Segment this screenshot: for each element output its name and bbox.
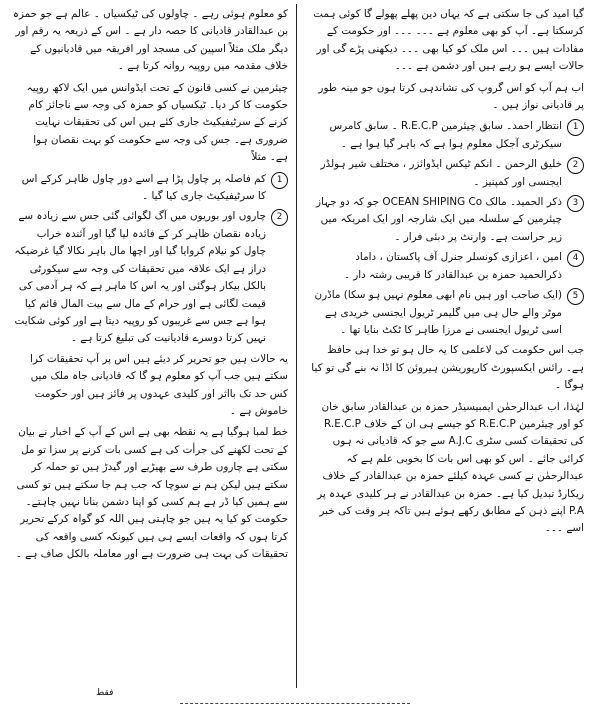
right-paragraph-2: اب ہم آپ کو اس گروپ کی نشاندہی کرتا ہوں جو مینہ طور پر قادیانی نواز ہیں ۔ [318, 81, 584, 112]
right-paragraph-4: لہٰذا، اب عبدالرحمٰن ایمبیسیڈر حمزہ بن عبدالقادر سابق خان کو اور چیئرمین R.E.C.P کو جیسے ہی ان کے خلاف R.E.C.P کی تحقیقات کسی سٹری A.J.C سے جو کہ قادیانی نہ ہوں کرائی جائے ۔ اس کو بھی اس بات کا بخوبی علم ہے کہ عبدالرحمٰن نے کسی عہدہ کیلئے حمزہ بن عبدالقادر کے خلاف ریکارڈ تبدیل کیا ہے۔ حمزہ بن عبدالقادر نے ہر کلیدی عہدہ پر P.A اپنے ذہن کے مطابق رکھے ہوئے ہیں تاکہ ہر وقت کی خبر اسے ۔۔۔ [317, 400, 584, 535]
right-column [310, 6, 584, 692]
item-text: خلیق الرحمن ۔ انکم ٹیکس ایڈوائزر ، مختلف شیر ہولڈر ایجنسی اور کمپنیز ۔ [320, 158, 562, 188]
left-paragraph-3: یہ حالات ہیں جو تحریر کر دیئے ہیں اس پر آپ تحقیقات کرا سکتے ہیں جب آپ کو معلوم ہو گا کہ قادیانی جاہ ملک میں کس حد تک بااثر اور کلیدی عہدوں پر فائز ہیں اور حکومت خاموش ہے ۔ [30, 352, 288, 417]
item-number: 2 [271, 209, 288, 226]
left-column [12, 6, 288, 692]
item-text: امین ، اعزازی کونسلر جنرل آف پاکستان ، داماد ذکرالحمید حمزہ بن عبدالقادر کا قریبی رشتہ دار ۔ [343, 251, 562, 281]
left-list-item-1 [12, 171, 288, 206]
item-number: 2 [567, 157, 584, 174]
left-paragraph-1: کو معلوم ہوئی رہے ۔ چاولوں کی ٹیکسیاں ۔ عالم ہے جو حمزہ بن عبدالقادر قادیانی کا حصہ دار ہے ۔ اس کے ذریعہ یہ رقم اور دیگر ملک مثلاً اسپین کی مسجد اور افریقہ میں قادیانیوں کے خلاف مقدمہ میں روپیہ روانہ کرتا ہے ۔ [12, 8, 288, 73]
left-paragraph-4: خط لمبا ہوگیا ہے یہ نقطہ بھی ہے اس کے آپ کے اخبار نے بیان کے تحت لکھنے کی جرأت کی ہے کسی بات کرنے پر سزا تو مل سکتی ہے چاروں طرف سے بھیڑیے اور گیدڑ ہیں تو حملہ کر سکتے ہیں لیکن ہم نے سوچا کہ جب ہم جا سکتے ہیں تو کسی سے ہمیں کیا ڈر ہے ہم کسی کو اپنا دشمن بنانا نہیں چاہتے۔ حکومت کو کیا یہ ہیں جو چاہتی ہیں اللہ کو گواہ کرکے تحریر کرتا ہوں کہ واقعات ایسے ہی ہیں کیونکہ کسی واقعہ کی تحقیقات کی بہت ہی ضرورت ہے اور معاملہ بالکل صاف ہے ۔ [15, 426, 288, 561]
right-list-item-1 [310, 118, 584, 153]
item-text: کم فاصلہ پر چاول پڑا ہے اسے دور چاول ظاہر کرکے اس کا سرٹیفیکیٹ جاری کیا گیا ۔ [21, 172, 266, 203]
item-number: 1 [567, 119, 584, 136]
right-list-item-4 [310, 249, 584, 284]
bottom-rule [180, 703, 410, 704]
column-divider [296, 4, 297, 688]
closing-mark: فقط [96, 688, 114, 698]
item-text: (ایک صاحب اور ہیں نام ابھی معلوم نہیں ہو سکا) ماڈرن موٹر والے حال ہی میں گلیمر ٹریول ایجنسی خریدی ہے اسی ٹریول ایجنسی نے مرزا طاہر کا ٹکٹ بنایا تھا ۔ [314, 289, 562, 336]
item-number: 3 [567, 195, 584, 212]
item-text: چاروں اور بوریوں میں آگ لگوائی گئی جس سے زیادہ سے زیادہ نقصان ظاہر کر کے فائدہ لیا گیا اور آئندہ خراب چاول کو نیلام کروایا گیا اور اچھا مال باہر نکالا گیا غرضیکہ دراز ہے ایک علاقہ میں تحقیقات کی وجہ سے سیکورٹی بالکل بیکار ہوگئی اور یہ اس کا ماہر ہے کہ ہر آدمی کی قیمت لگائی ہے اور حرام کے مال سے بیت المال قائم کیا ہوا ہے جس سے غریبوں کو روپیہ دیتا ہے اور کوئی شکایت نہیں کرتا دوسرے قادیانیت کی تبلیغ کرتا ہے ۔ [14, 210, 266, 345]
right-paragraph-3: جب اس حکومت کی لاعلمی کا یہ حال ہو تو خدا ہی حافظ ہے۔ رائس ایکسپورٹ کارپوریشن ہیروئن کا اڈا نہ بنے گی تو کیا ہوگا ۔ [311, 344, 584, 392]
item-text: ذکر الحمید۔ مالک OCEAN SHIPING Co جو کہ دو جہاز چیئرمین کے سلسلہ میں ایک شارجہ اور ایک امریکہ میں زیر حراست ہے۔ وارنٹ پر دبئی فرار ۔ [316, 196, 562, 243]
right-list-item-3 [310, 194, 584, 246]
right-paragraph-1: گیا امید کی جا سکتی ہے کہ یہاں دین پھلے پھولے گا کوئی ہمت کرسکتا ہے۔ آپ کو بھی معلوم ہے ۔۔۔ ۔۔۔ اور حکومت کے مفادات ہیں ۔۔۔ اس ملک کو کیا بھی ۔۔۔ دیکھنی پڑے گی اور حالات ایسے ہو رہے ہیں اور دشمن ہے ۔۔۔ [313, 8, 584, 73]
item-text: انتظار احمد۔ سابق چیئرمین R.E.C.P ۔ سابق کامرس سیکرٹری آجکل معلوم ہوا ہے کہ باہر گیا ہوا ہے ۔ [329, 120, 562, 150]
left-paragraph-2: چیئرمین نے کسی قانون کے تحت ایڈوانس میں ایک لاکھ روپیہ حکومت کا کر دیا۔ ٹیکسیاں کو حمزہ کی وجہ سے ناجائز کام کرنے کے سرٹیفیکیٹ جاری کئے ہیں اس کی تحقیقات نہایت ضروری ہے۔ جس کی وجہ سے حکومت کو بہت نقصان ہوا ہے۔ مثلاً [26, 81, 288, 164]
item-number: 1 [271, 172, 288, 189]
item-number: 4 [567, 250, 584, 267]
item-number: 5 [567, 288, 584, 305]
right-list-item-2 [310, 156, 584, 191]
right-list-item-5 [310, 287, 584, 339]
left-list-item-2 [12, 208, 288, 347]
